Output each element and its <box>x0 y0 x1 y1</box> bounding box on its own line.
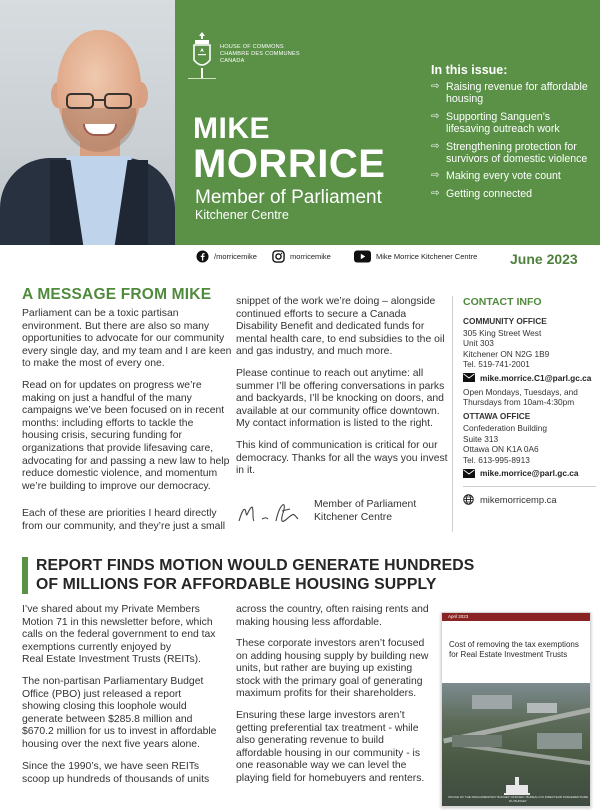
section-accent-bar <box>22 557 28 594</box>
mp-first-name: MIKE <box>193 112 270 145</box>
mp-riding: Kitchener Centre <box>195 208 289 222</box>
social-bar <box>0 248 600 270</box>
report-cover-header: April 2023 <box>442 613 591 621</box>
phone-line: Tel. 519-741-2001 <box>463 359 530 370</box>
contact-title: CONTACT INFO <box>463 296 542 308</box>
issue-item: ⇨ Strengthening protection for survivors of domestic violence <box>431 140 588 166</box>
report-headline: REPORT FINDS MOTION WOULD GENERATE HUNDREDS OF MILLIONS FOR AFFORDABLE HOUSING SUPPLY <box>36 557 475 594</box>
mp-role: Member of Parliament <box>195 187 382 208</box>
facebook-icon <box>196 250 209 263</box>
report-cover-caption: OFFICE OF THE PARLIAMENTARY BUDGET OFFICER / BUREAU DU DIRECTEUR PARLEMENTAIRE DU BUDGET <box>448 795 588 803</box>
pbo-report-cover <box>441 612 591 807</box>
issue-date: June 2023 <box>510 251 578 267</box>
in-this-issue-title: In this issue: <box>431 63 508 77</box>
message-paragraph: snippet of the work we’re doing – alongside continued efforts to secure a Canada Disability Benefit and dedicated funds for mental health care, to end subsidies to the oil and gas industry, and much more. <box>236 296 445 358</box>
message-paragraph: Each of these are priorities I heard directly from our community, and they’re just a small <box>22 508 226 532</box>
message-paragraph: This kind of communication is critical for our democracy. Thanks for all the ways you invest in it. <box>236 440 448 477</box>
instagram-icon <box>272 250 285 263</box>
address-line: Suite 313 <box>463 433 499 444</box>
report-cover-title: Cost of removing the tax exemptions for Real Estate Investment Trusts <box>449 640 579 659</box>
community-office-title: COMMUNITY OFFICE <box>463 316 547 326</box>
address-line: Unit 303 <box>463 338 494 349</box>
contact-info-panel <box>452 296 597 532</box>
message-paragraph: Please continue to reach out anytime: all summer I’ll be offering conversations in parks and backyards, I’ll be knocking on doors, and available at our community office downtown. My contact information is listed to the right. <box>236 368 445 430</box>
arrow-icon: ⇨ <box>431 187 440 199</box>
signature-block <box>236 497 436 537</box>
community-email-link[interactable]: mike.morrice.C1@parl.gc.ca <box>463 373 597 383</box>
envelope-icon <box>463 373 475 382</box>
report-paragraph: Since the 1990’s, we have seen REITs scoop up hundreds of thousands of units <box>22 761 210 785</box>
arrow-icon: ⇨ <box>431 81 440 92</box>
arrow-icon: ⇨ <box>431 110 440 122</box>
parliament-crest-icon <box>190 30 214 80</box>
in-this-issue <box>431 63 596 205</box>
phone-line: Tel. 613-995-8913 <box>463 454 530 465</box>
youtube-icon <box>354 250 371 263</box>
report-paragraph: across the country, often raising rents and making housing less affordable. <box>236 604 429 628</box>
issue-item: ⇨ Making every vote count <box>431 170 561 183</box>
address-line: Confederation Building <box>463 423 547 434</box>
globe-icon <box>463 494 474 505</box>
contact-divider <box>463 486 596 487</box>
address-line: Kitchener ON N2G 1B9 <box>463 348 550 359</box>
report-paragraph: These corporate investors aren’t focused on adding housing supply by building new units, but rather are buying up existing stock with the primary goal of generating maximum profits for their shareholders. <box>236 638 429 700</box>
issue-item: ⇨ Supporting Sanguen’s lifesaving outreach work <box>431 110 560 136</box>
report-paragraph: I’ve shared about my Private Members Motion 71 in this newsletter before, which calls on the federal government to end tax exemptions currently enjoyed by Real Estate Investment Trusts (REITs). <box>22 604 216 666</box>
message-paragraph: Parliament can be a toxic partisan environment. But there are also so many opportunities to advocate for our community every single day, and my team and I are keen to make the most of every one. <box>22 308 232 370</box>
arrow-icon: ⇨ <box>431 170 440 182</box>
ottawa-office-title: OTTAWA OFFICE <box>463 411 531 422</box>
issue-item: ⇨ Getting connected <box>431 187 532 200</box>
crest-divider <box>188 78 216 79</box>
youtube-link[interactable]: Mike Morrice Kitchener Centre <box>354 250 477 263</box>
issue-item: ⇨ Raising revenue for affordable housing <box>431 81 588 106</box>
signature-caption: Member of Parliament Kitchener Centre <box>314 499 417 523</box>
report-paragraph: The non-partisan Parliamentary Budget Office (PBO) just released a report showing closing this loophole would generate between $285.8 million and $670.2 million for us to invest in affordable housing over the next five years alone. <box>22 676 217 750</box>
envelope-icon <box>463 469 475 478</box>
address-line: 305 King Street West <box>463 328 542 338</box>
parliament-building-icon <box>504 777 530 795</box>
instagram-link[interactable]: morricemike <box>272 250 331 263</box>
website-link[interactable]: mikemorricemp.ca <box>463 494 597 505</box>
message-paragraph: Read on for updates on progress we’re making on just a handful of the many campaigns we’ve been focused on in recent months: including efforts to tackle the housing crisis, securing funding for organizations that provide lifesaving care, advocating for and passing a new law to help reduce domestic violence, and momentum we’re building to improve our democracy. <box>22 380 230 492</box>
ottawa-email-link[interactable]: mike.morrice@parl.gc.ca <box>463 468 597 478</box>
house-of-commons-label: HOUSE OF COMMONS CHAMBRE DES COMMUNES CANADA <box>220 44 300 64</box>
message-title: A MESSAGE FROM MIKE <box>22 286 212 303</box>
arrow-icon: ⇨ <box>431 140 440 152</box>
facebook-link[interactable]: /morricemike <box>196 250 257 263</box>
handwritten-signature <box>236 499 302 529</box>
mp-last-name: MORRICE <box>193 142 386 186</box>
mp-portrait-photo <box>0 0 175 245</box>
header-banner <box>0 0 600 245</box>
office-hours: Open Mondays, Tuesdays, and Thursdays from 10am-4:30pm <box>463 386 578 408</box>
address-line: Ottawa ON K1A 0A6 <box>463 444 539 455</box>
report-paragraph: Ensuring these large investors aren’t getting preferential tax treatment - while also generating revenue to build affordable housing in our community - is one reasonable way we can level the playing field for homebuyers and renters. <box>236 710 425 784</box>
aerial-city-photo <box>442 683 591 807</box>
